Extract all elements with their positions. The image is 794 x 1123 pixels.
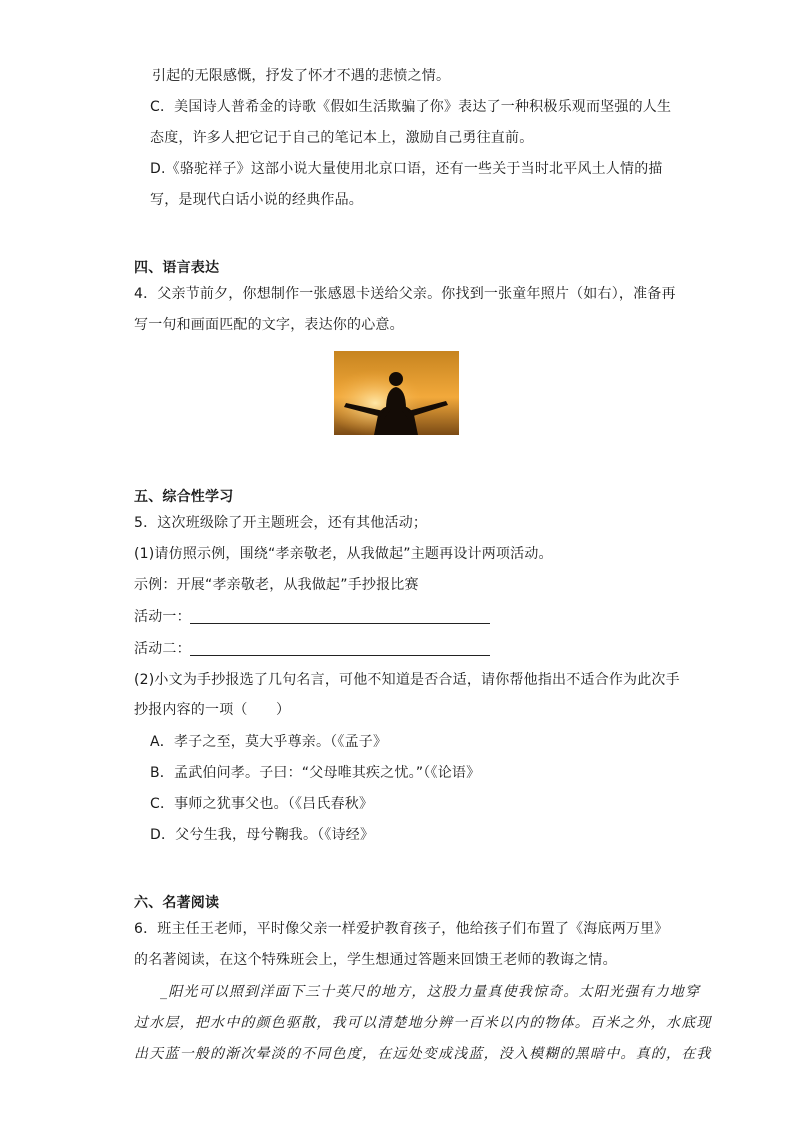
q4-text-cont: 写一句和画面匹配的文字，表达你的心意。 [134, 317, 404, 333]
section4-heading: 四、语言表达 [134, 260, 220, 276]
q5-option-b: B．孟武伯问孝。子曰：“父母唯其疾之忧。”（《论语》 [150, 765, 481, 781]
q5-text: 5．这次班级除了开主题班会，还有其他活动； [134, 515, 428, 531]
passage-line: 过水层，把水中的颜色驱散，我可以清楚地分辨一百米以内的物体。百米之外，水底现 [134, 1015, 712, 1031]
passage-line: _阳光可以照到洋面下三十英尺的地方，这股力量真使我惊奇。太阳光强有力地穿 [160, 984, 701, 1000]
activity1-answer-line[interactable] [190, 623, 490, 624]
q5-option-d: D．父兮生我，母兮鞠我。（《诗经》 [150, 827, 375, 843]
activity1-label: 活动一： [134, 609, 191, 625]
q5-option-a: A．孝子之至，莫大乎尊亲。（《孟子》 [150, 734, 388, 750]
q6-text-cont: 的名著阅读，在这个特殊班会上，学生想通过答题来回馈王老师的教诲之情。 [134, 952, 617, 968]
q4-text: 4．父亲节前夕，你想制作一张感恩卡送给父亲。你找到一张童年照片（如右），准备再 [134, 286, 676, 302]
q5-subquestion-2-cont: 抄报内容的一项（ ） [134, 702, 291, 718]
q3-option-c: C．美国诗人普希金的诗歌《假如生活欺骗了你》表达了一种积极乐观而坚强的人生 [150, 99, 672, 115]
childhood-photo [334, 351, 459, 435]
section5-heading: 五、综合性学习 [134, 489, 234, 505]
q5-subquestion-2: (2)小文为手抄报选了几句名言，可他不知道是否合适，请你帮他指出不适合作为此次手 [134, 672, 680, 688]
passage-line: 出天蓝一般的渐次晕淡的不同色度，在远处变成浅蓝，没入模糊的黑暗中。真的，在我 [134, 1046, 712, 1062]
q5-subquestion-1: (1)请仿照示例，围绕“孝亲敬老，从我做起”主题再设计两项活动。 [134, 546, 553, 562]
q3-option-c-cont: 态度，许多人把它记于自己的笔记本上，激励自己勇往直前。 [150, 130, 534, 146]
section6-heading: 六、名著阅读 [134, 895, 220, 911]
activity2-label: 活动二： [134, 641, 191, 657]
q3-option-d-cont: 写，是现代白话小说的经典作品。 [150, 192, 363, 208]
q6-text: 6．班主任王老师，平时像父亲一样爱护教育孩子，他给孩子们布置了《海底两万里》 [134, 921, 669, 937]
q3-option-d: D.《骆驼祥子》这部小说大量使用北京口语，还有一些关于当时北平风土人情的描 [150, 161, 663, 177]
activity2-answer-line[interactable] [190, 655, 490, 656]
q5-option-c: C．事师之犹事父也。（《吕氏春秋》 [150, 796, 374, 812]
q5-example: 示例：开展“孝亲敬老，从我做起”手抄报比赛 [134, 577, 419, 593]
sunset-silhouette-image [334, 351, 459, 435]
q3-text-line: 引起的无限感慨，抒发了怀才不遇的悲愤之情。 [152, 68, 451, 84]
